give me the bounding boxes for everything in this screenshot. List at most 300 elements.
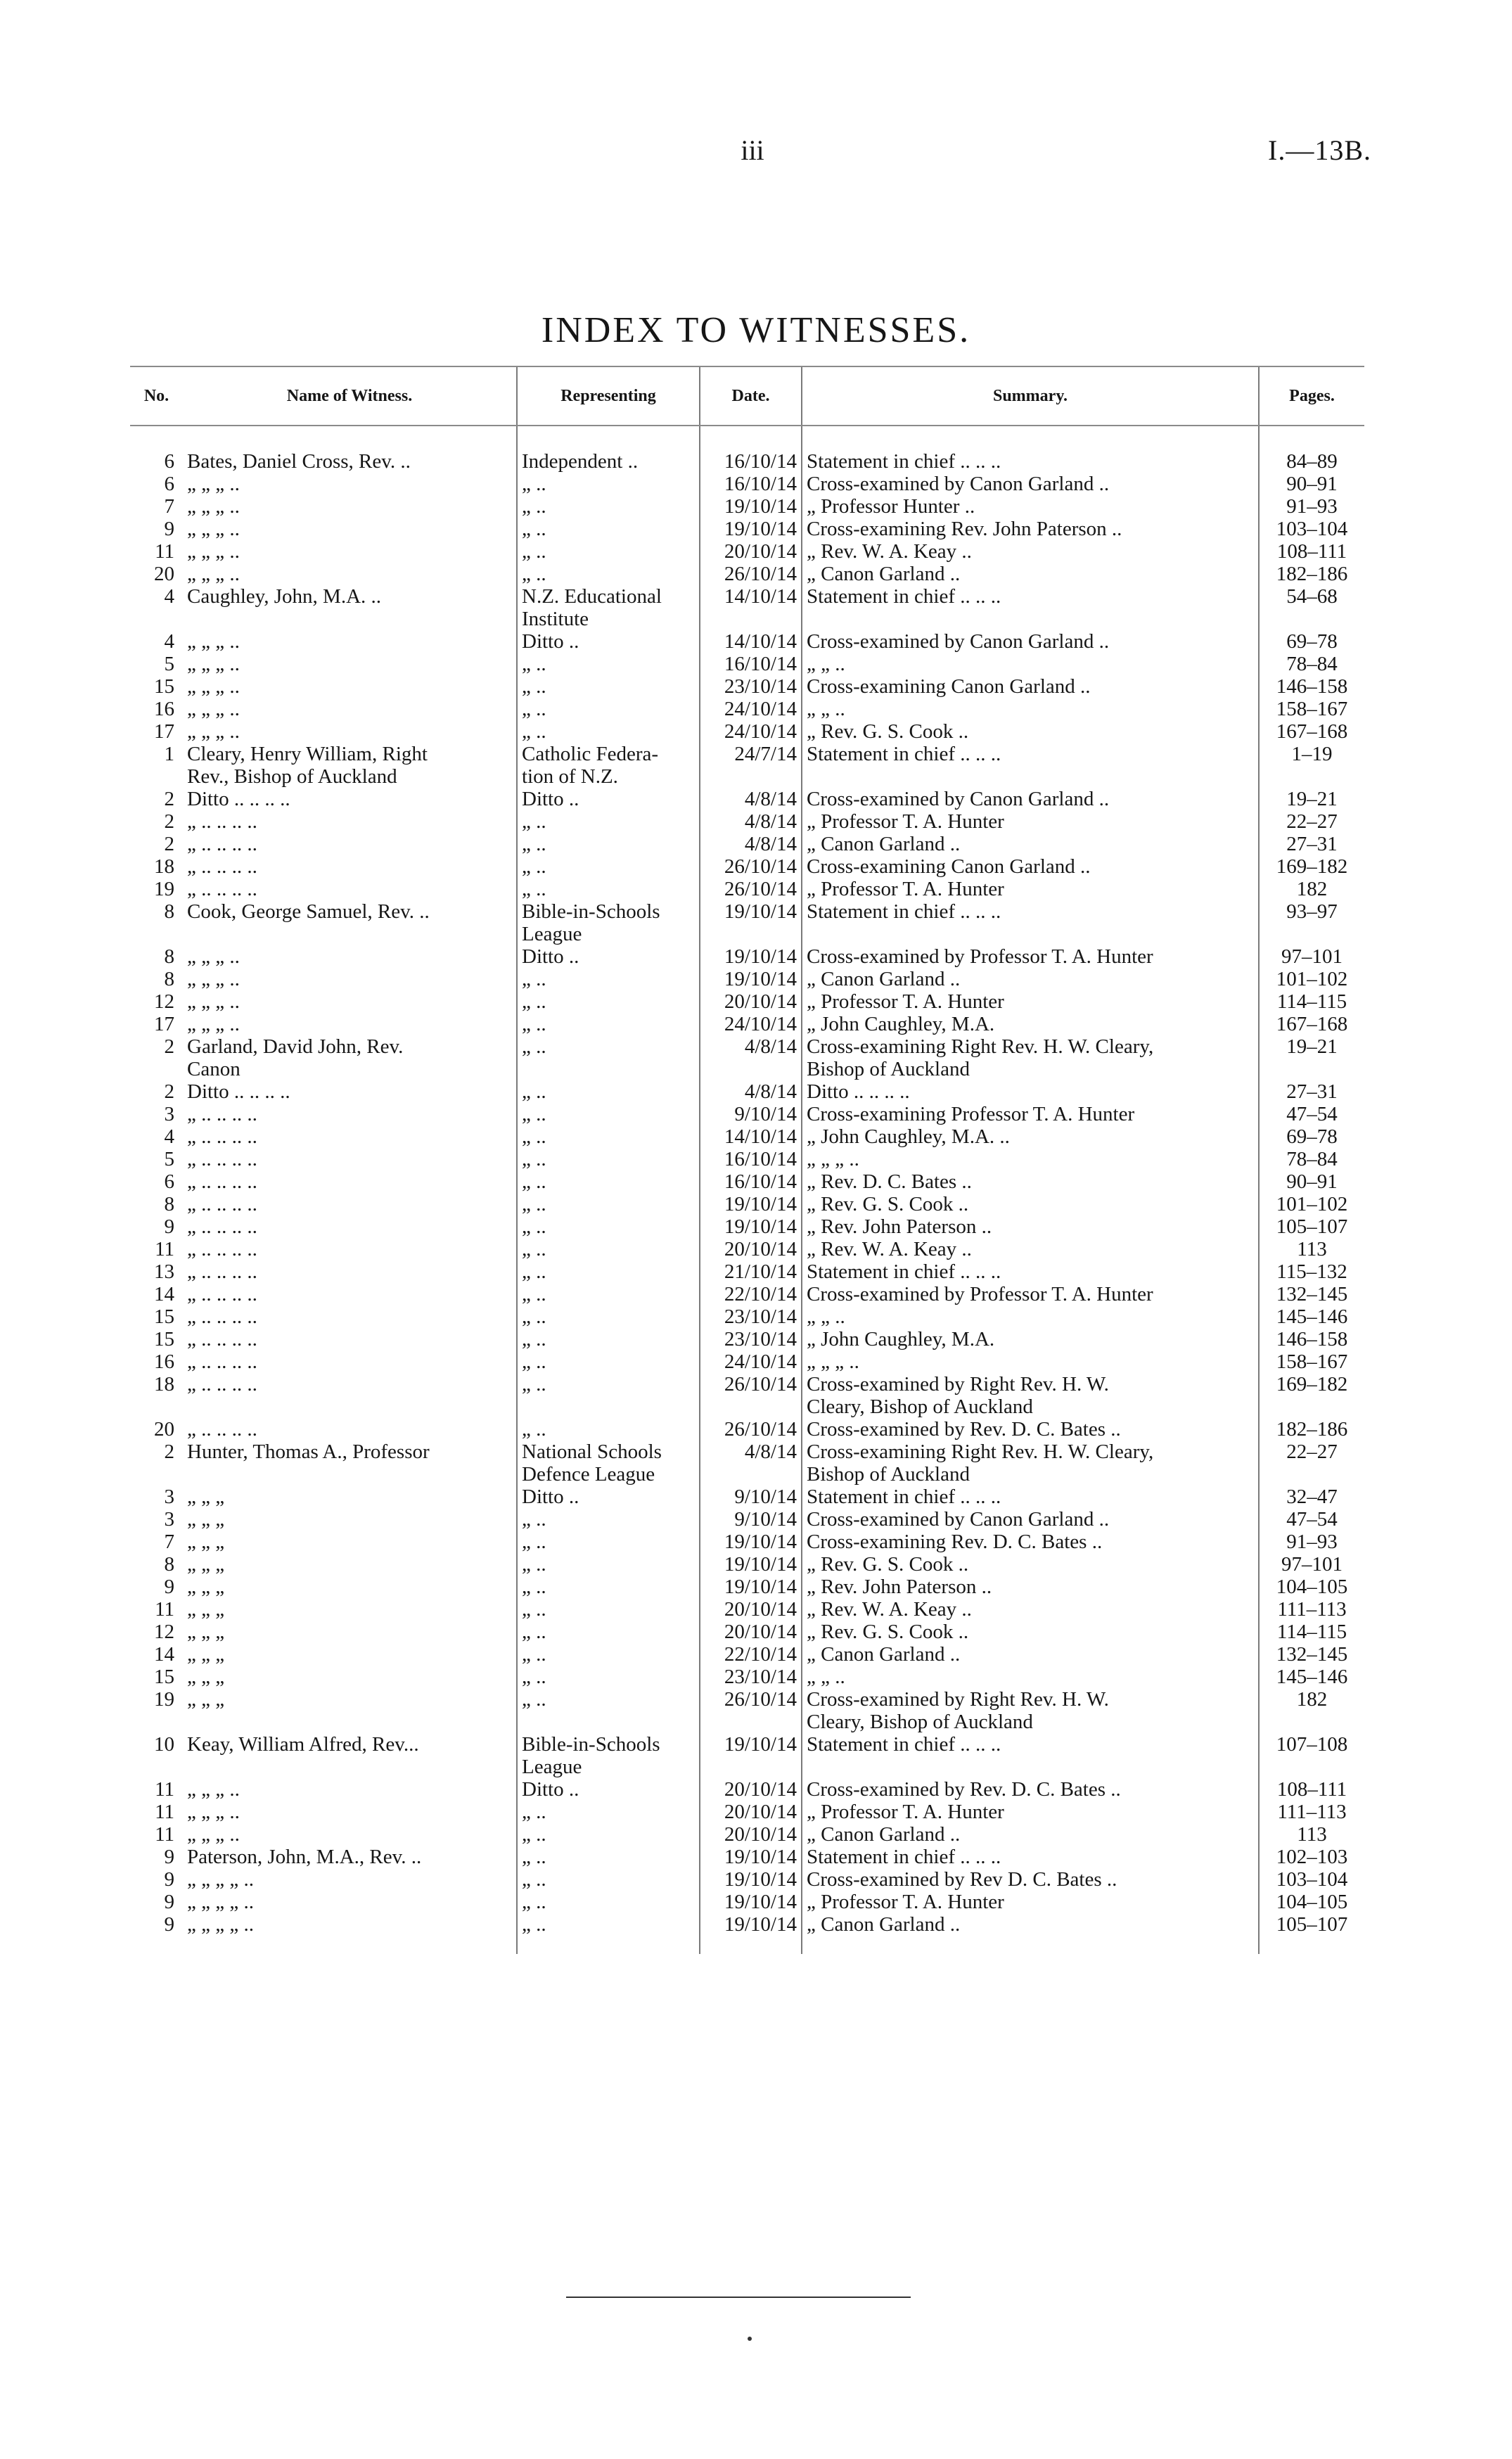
column-header-date: Date. (700, 366, 802, 426)
cell-date: 14/10/14 (700, 1125, 802, 1148)
cell-pages: 158–167 (1259, 1350, 1364, 1373)
cell-summary: „ Rev. W. A. Keay .. (802, 1598, 1259, 1621)
table-row (130, 1463, 1364, 1486)
cell-representing: „ .. (517, 675, 700, 698)
cell-no: 2 (164, 1035, 174, 1058)
cell-witness-name: „ „ „ .. (187, 1013, 240, 1035)
cell-summary: Cleary, Bishop of Auckland (802, 1395, 1259, 1418)
cell-date: 19/10/14 (700, 1846, 802, 1868)
cell-pages: 27–31 (1259, 1080, 1364, 1103)
cell-witness-name: Cleary, Henry William, Right (187, 743, 428, 765)
cell-representing: „ .. (517, 1305, 700, 1328)
cell-date: 19/10/14 (700, 1193, 802, 1215)
cell-no: 15 (154, 1328, 174, 1350)
cell-witness-name (183, 1756, 517, 1778)
cell-no: 16 (154, 1350, 174, 1373)
cell-summary: „ „ „ .. (802, 1350, 1259, 1373)
cell-no: 20 (154, 563, 174, 585)
cell-date: 24/10/14 (700, 720, 802, 743)
cell-no: 11 (155, 1238, 174, 1260)
cell-date: 22/10/14 (700, 1643, 802, 1666)
cell-representing: „ .. (517, 1666, 700, 1688)
cell-pages (1259, 1058, 1364, 1080)
cell-no: 1 (164, 743, 174, 765)
cell-representing: „ .. (517, 1621, 700, 1643)
cell-pages: 169–182 (1259, 1373, 1364, 1395)
cell-representing: „ .. (517, 1328, 700, 1350)
cell-summary: Cross-examined by Professor T. A. Hunter (802, 1283, 1259, 1305)
cell-summary: „ Professor T. A. Hunter (802, 878, 1259, 900)
cell-no: 15 (154, 1305, 174, 1328)
cell-summary: Cross-examined by Canon Garland .. (802, 788, 1259, 810)
cell-representing: „ .. (517, 1553, 700, 1576)
cell-witness-name: „ „ „ (187, 1486, 225, 1508)
cell-witness-name: Canon (187, 1058, 241, 1080)
cell-witness-name: „ .. .. .. .. (187, 1350, 257, 1373)
cell-no: 11 (155, 1801, 174, 1823)
cell-date: 20/10/14 (700, 1621, 802, 1643)
cell-date: 23/10/14 (700, 675, 802, 698)
table-row (130, 743, 1364, 765)
cell-no: 3 (164, 1486, 174, 1508)
cell-no: 3 (164, 1508, 174, 1531)
cell-summary: Ditto .. .. .. .. (802, 1080, 1259, 1103)
table-row (130, 1508, 1364, 1531)
cell-witness-name: „ „ „ (187, 1666, 225, 1688)
cell-representing: „ .. (517, 495, 700, 518)
parliamentary-paper-reference: I.—13B. (1268, 134, 1371, 166)
cell-representing: „ .. (517, 1103, 700, 1125)
cell-representing: Ditto .. (517, 945, 700, 968)
cell-no: 4 (164, 630, 174, 653)
table-row (130, 1486, 1364, 1508)
cell-pages: 1–19 (1259, 743, 1364, 765)
cell-representing: „ .. (517, 1801, 700, 1823)
cell-summary: Cross-examined by Rev. D. C. Bates .. (802, 1418, 1259, 1441)
table-row (130, 1283, 1364, 1305)
cell-pages: 90–91 (1259, 473, 1364, 495)
cell-pages: 146–158 (1259, 675, 1364, 698)
cell-witness-name: „ „ „ (187, 1621, 225, 1643)
cell-summary: Cross-examined by Canon Garland .. (802, 630, 1259, 653)
cell-summary (802, 1756, 1259, 1778)
cell-summary: „ Rev. G. S. Cook .. (802, 1621, 1259, 1643)
cell-date: 24/10/14 (700, 1350, 802, 1373)
cell-date (700, 1463, 802, 1486)
cell-date: 20/10/14 (700, 1778, 802, 1801)
cell-witness-name: „ „ „ (187, 1643, 225, 1666)
cell-no: 12 (154, 990, 174, 1013)
cell-no: 2 (164, 810, 174, 833)
cell-pages: 182 (1259, 878, 1364, 900)
cell-no: 18 (154, 855, 174, 878)
cell-representing: „ .. (517, 878, 700, 900)
cell-no: 9 (164, 1576, 174, 1598)
cell-witness-name: „ „ „ .. (187, 630, 240, 653)
cell-pages: 107–108 (1259, 1733, 1364, 1756)
cell-representing: „ .. (517, 1215, 700, 1238)
cell-pages: 167–168 (1259, 720, 1364, 743)
cell-summary: Cross-examined by Right Rev. H. W. (802, 1688, 1259, 1711)
table-row (130, 698, 1364, 720)
cell-no: 12 (154, 1621, 174, 1643)
cell-date: 4/8/14 (700, 1441, 802, 1463)
cell-witness-name (183, 1395, 517, 1418)
table-row (130, 1823, 1364, 1846)
cell-representing: „ .. (517, 1013, 700, 1035)
cell-no: 18 (154, 1373, 174, 1395)
cell-pages (1259, 923, 1364, 945)
cell-date: 23/10/14 (700, 1305, 802, 1328)
page-number: iii (741, 134, 764, 166)
cell-representing: Ditto .. (517, 1486, 700, 1508)
cell-no: 7 (164, 1531, 174, 1553)
cell-representing: Independent .. (517, 426, 700, 473)
cell-representing: Institute (517, 608, 700, 630)
cell-witness-name: „ „ „ .. (187, 698, 240, 720)
cell-pages: 78–84 (1259, 1148, 1364, 1170)
cell-witness-name: Bates, Daniel Cross, Rev. .. (187, 450, 411, 473)
cell-representing: „ .. (517, 1193, 700, 1215)
cell-summary: „ Canon Garland .. (802, 1913, 1259, 1954)
cell-summary: „ John Caughley, M.A. (802, 1013, 1259, 1035)
table-row (130, 900, 1364, 923)
cell-date: 19/10/14 (700, 518, 802, 540)
cell-witness-name: Garland, David John, Rev. (187, 1035, 404, 1058)
cell-summary: Cross-examined by Canon Garland .. (802, 473, 1259, 495)
cell-summary: Cross-examining Rev. D. C. Bates .. (802, 1531, 1259, 1553)
cell-representing: „ .. (517, 1148, 700, 1170)
cell-pages: 54–68 (1259, 585, 1364, 608)
cell-summary: Cross-examining Canon Garland .. (802, 675, 1259, 698)
cell-pages: 97–101 (1259, 945, 1364, 968)
cell-representing: N.Z. Educational (517, 585, 700, 608)
cell-summary: Bishop of Auckland (802, 1463, 1259, 1486)
cell-witness-name: „ „ „ „ .. (187, 1913, 254, 1936)
cell-pages: 101–102 (1259, 1193, 1364, 1215)
cell-no: 3 (164, 1103, 174, 1125)
cell-date (700, 1058, 802, 1080)
table-row (130, 540, 1364, 563)
cell-representing: Ditto .. (517, 630, 700, 653)
table-row (130, 1148, 1364, 1170)
table-row (130, 630, 1364, 653)
cell-witness-name: Keay, William Alfred, Rev... (187, 1733, 419, 1756)
table-row (130, 1193, 1364, 1215)
table-row (130, 653, 1364, 675)
cell-witness-name: Ditto .. .. .. .. (187, 788, 290, 810)
cell-witness-name: „ „ „ .. (187, 563, 240, 585)
cell-pages: 146–158 (1259, 1328, 1364, 1350)
cell-date: 26/10/14 (700, 563, 802, 585)
cell-witness-name: Paterson, John, M.A., Rev. .. (187, 1846, 422, 1868)
cell-witness-name: „ „ „ .. (187, 675, 240, 698)
cell-date: 24/7/14 (700, 743, 802, 765)
cell-pages (1259, 1463, 1364, 1486)
cell-no: 17 (154, 720, 174, 743)
cell-summary: Cross-examining Rev. John Paterson .. (802, 518, 1259, 540)
column-header-no: No. (130, 366, 183, 426)
cell-summary: Statement in chief .. .. .. (802, 1260, 1259, 1283)
cell-witness-name: „ .. .. .. .. (187, 1170, 257, 1193)
cell-summary: Cross-examined by Rev. D. C. Bates .. (802, 1778, 1259, 1801)
cell-pages: 22–27 (1259, 1441, 1364, 1463)
cell-representing: „ .. (517, 1823, 700, 1846)
cell-date: 26/10/14 (700, 878, 802, 900)
cell-date: 4/8/14 (700, 1035, 802, 1058)
cell-date: 19/10/14 (700, 1553, 802, 1576)
cell-no: 9 (164, 1215, 174, 1238)
table-row (130, 1035, 1364, 1058)
cell-witness-name: „ .. .. .. .. (187, 1148, 257, 1170)
cell-witness-name: „ „ „ .. (187, 990, 240, 1013)
cell-pages: 91–93 (1259, 495, 1364, 518)
cell-pages: 132–145 (1259, 1283, 1364, 1305)
witness-index-table (130, 366, 1364, 1954)
table-row (130, 1801, 1364, 1823)
table-row (130, 1395, 1364, 1418)
cell-date: 14/10/14 (700, 630, 802, 653)
table-row (130, 1215, 1364, 1238)
cell-date: 16/10/14 (700, 473, 802, 495)
table-row (130, 1598, 1364, 1621)
cell-no (130, 1711, 183, 1733)
cell-summary: „ John Caughley, M.A. .. (802, 1125, 1259, 1148)
cell-representing: „ .. (517, 518, 700, 540)
cell-date: 22/10/14 (700, 1283, 802, 1305)
cell-witness-name: „ .. .. .. .. (187, 810, 257, 833)
cell-no (130, 1463, 183, 1486)
cell-witness-name: „ .. .. .. .. (187, 833, 257, 855)
table-row (130, 810, 1364, 833)
cell-summary: Cross-examining Right Rev. H. W. Cleary, (802, 1035, 1259, 1058)
cell-no: 2 (164, 1441, 174, 1463)
cell-no: 8 (164, 968, 174, 990)
cell-summary: „ Rev. W. A. Keay .. (802, 1238, 1259, 1260)
cell-summary: „ Professor T. A. Hunter (802, 810, 1259, 833)
cell-witness-name: „ .. .. .. .. (187, 878, 257, 900)
cell-summary: Cross-examined by Right Rev. H. W. (802, 1373, 1259, 1395)
cell-witness-name: „ „ „ .. (187, 945, 240, 968)
cell-summary: „ Rev. W. A. Keay .. (802, 540, 1259, 563)
cell-pages: 103–104 (1259, 1868, 1364, 1891)
cell-witness-name: „ „ „ .. (187, 540, 240, 563)
cell-no: 11 (155, 1823, 174, 1846)
cell-no: 15 (154, 1666, 174, 1688)
cell-date: 19/10/14 (700, 968, 802, 990)
cell-witness-name: „ .. .. .. .. (187, 1373, 257, 1395)
cell-witness-name: „ „ „ .. (187, 968, 240, 990)
cell-pages: 114–115 (1259, 990, 1364, 1013)
cell-date: 19/10/14 (700, 1913, 802, 1954)
cell-witness-name: „ .. .. .. .. (187, 1215, 257, 1238)
cell-date: 4/8/14 (700, 788, 802, 810)
cell-pages: 182–186 (1259, 1418, 1364, 1441)
cell-date: 19/10/14 (700, 1733, 802, 1756)
cell-pages: 114–115 (1259, 1621, 1364, 1643)
cell-witness-name: „ „ „ (187, 1508, 225, 1531)
cell-date: 19/10/14 (700, 945, 802, 968)
cell-representing: „ .. (517, 720, 700, 743)
cell-representing: „ .. (517, 1125, 700, 1148)
cell-representing: „ .. (517, 1576, 700, 1598)
cell-witness-name: Rev., Bishop of Auckland (187, 765, 397, 788)
cell-representing: „ .. (517, 1080, 700, 1103)
cell-date: 23/10/14 (700, 1328, 802, 1350)
table-row (130, 1733, 1364, 1756)
cell-witness-name: „ „ „ (187, 1598, 225, 1621)
cell-witness-name: „ „ „ .. (187, 518, 240, 540)
table-row (130, 1080, 1364, 1103)
cell-no: 19 (154, 1688, 174, 1711)
cell-pages: 113 (1259, 1238, 1364, 1260)
cell-date: 26/10/14 (700, 1373, 802, 1395)
cell-pages: 169–182 (1259, 855, 1364, 878)
cell-no: 6 (164, 1170, 174, 1193)
table-row (130, 1643, 1364, 1666)
cell-representing: „ .. (517, 1643, 700, 1666)
cell-summary: „ Professor T. A. Hunter (802, 1801, 1259, 1823)
cell-date: 26/10/14 (700, 1688, 802, 1711)
cell-no: 14 (154, 1283, 174, 1305)
cell-representing: „ .. (517, 1913, 700, 1954)
cell-witness-name: „ „ „ „ .. (187, 1891, 254, 1913)
cell-no (130, 1058, 183, 1080)
cell-witness-name (183, 608, 517, 630)
cell-date: 24/10/14 (700, 1013, 802, 1035)
cell-summary: Statement in chief .. .. .. (802, 1733, 1259, 1756)
cell-no: 9 (164, 1913, 174, 1936)
cell-date (700, 1756, 802, 1778)
cell-summary (802, 608, 1259, 630)
table-row (130, 990, 1364, 1013)
cell-no (130, 765, 183, 788)
cell-pages: 145–146 (1259, 1305, 1364, 1328)
cell-pages: 69–78 (1259, 1125, 1364, 1148)
cell-summary: Cross-examining Professor T. A. Hunter (802, 1103, 1259, 1125)
cell-witness-name: „ „ „ „ .. (187, 1868, 254, 1891)
cell-no: 5 (164, 1148, 174, 1170)
table-row (130, 1103, 1364, 1125)
table-row (130, 833, 1364, 855)
table-row (130, 1666, 1364, 1688)
table-row (130, 1913, 1364, 1954)
cell-date: 19/10/14 (700, 900, 802, 923)
cell-date (700, 923, 802, 945)
cell-pages (1259, 608, 1364, 630)
cell-summary: „ Canon Garland .. (802, 1643, 1259, 1666)
cell-representing: „ .. (517, 1598, 700, 1621)
cell-representing: „ .. (517, 1688, 700, 1711)
cell-summary: Cross-examined by Professor T. A. Hunter (802, 945, 1259, 968)
cell-summary: Cross-examined by Rev D. C. Bates .. (802, 1868, 1259, 1891)
cell-summary: „ Professor T. A. Hunter (802, 990, 1259, 1013)
cell-summary: „ Rev. G. S. Cook .. (802, 1553, 1259, 1576)
cell-representing: „ .. (517, 1418, 700, 1441)
cell-representing: Ditto .. (517, 1778, 700, 1801)
cell-summary: „ Professor Hunter .. (802, 495, 1259, 518)
cell-no: 8 (164, 1553, 174, 1576)
cell-date: 19/10/14 (700, 1531, 802, 1553)
cell-pages: 182 (1259, 1688, 1364, 1711)
cell-witness-name: „ „ „ .. (187, 653, 240, 675)
cell-summary: „ Rev. G. S. Cook .. (802, 720, 1259, 743)
table-row (130, 675, 1364, 698)
cell-date: 19/10/14 (700, 1215, 802, 1238)
cell-witness-name: „ „ „ .. (187, 495, 240, 518)
cell-date: 4/8/14 (700, 833, 802, 855)
table-row (130, 1846, 1364, 1868)
cell-pages: 108–111 (1259, 1778, 1364, 1801)
cell-date: 26/10/14 (700, 1418, 802, 1441)
cell-no: 10 (154, 1733, 174, 1756)
cell-no: 8 (164, 945, 174, 968)
cell-no: 11 (155, 1598, 174, 1621)
cell-witness-name: „ .. .. .. .. (187, 855, 257, 878)
column-header-representing: Representing (517, 366, 700, 426)
cell-no (130, 608, 183, 630)
table-row (130, 1305, 1364, 1328)
cell-date: 20/10/14 (700, 1238, 802, 1260)
table-row (130, 1621, 1364, 1643)
cell-pages: 47–54 (1259, 1103, 1364, 1125)
cell-pages: 84–89 (1259, 426, 1364, 473)
cell-witness-name: „ .. .. .. .. (187, 1283, 257, 1305)
table-row (130, 1170, 1364, 1193)
cell-no: 11 (155, 1778, 174, 1801)
cell-witness-name: Caughley, John, M.A. .. (187, 585, 382, 608)
cell-date: 19/10/14 (700, 1868, 802, 1891)
cell-summary: „ John Caughley, M.A. (802, 1328, 1259, 1350)
cell-summary: Statement in chief .. .. .. (802, 585, 1259, 608)
cell-representing: „ .. (517, 810, 700, 833)
cell-summary: Statement in chief .. .. .. (802, 1846, 1259, 1868)
cell-no: 6 (164, 473, 174, 495)
cell-witness-name: „ .. .. .. .. (187, 1328, 257, 1350)
cell-no (130, 1395, 183, 1418)
cell-representing: „ .. (517, 833, 700, 855)
table-row (130, 1260, 1364, 1283)
cell-summary: Bishop of Auckland (802, 1058, 1259, 1080)
cell-witness-name: „ „ „ .. (187, 473, 240, 495)
cell-representing (517, 1058, 700, 1080)
column-header-pages: Pages. (1259, 366, 1364, 426)
cell-no: 7 (164, 495, 174, 518)
cell-summary: „ Canon Garland .. (802, 833, 1259, 855)
table-row (130, 1553, 1364, 1576)
table-row (130, 1373, 1364, 1395)
cell-representing: „ .. (517, 1531, 700, 1553)
cell-date: 20/10/14 (700, 1598, 802, 1621)
cell-pages: 108–111 (1259, 540, 1364, 563)
cell-no: 15 (154, 675, 174, 698)
table-row (130, 923, 1364, 945)
cell-representing: „ .. (517, 1508, 700, 1531)
cell-date: 23/10/14 (700, 1666, 802, 1688)
cell-witness-name: „ .. .. .. .. (187, 1418, 257, 1441)
cell-summary: Cross-examining Canon Garland .. (802, 855, 1259, 878)
cell-representing: „ .. (517, 563, 700, 585)
cell-summary: „ „ „ .. (802, 1148, 1259, 1170)
cell-date: 20/10/14 (700, 1801, 802, 1823)
cell-date: 16/10/14 (700, 653, 802, 675)
cell-representing: Bible-in-Schools (517, 900, 700, 923)
cell-pages: 104–105 (1259, 1576, 1364, 1598)
cell-pages (1259, 1395, 1364, 1418)
cell-representing: „ .. (517, 473, 700, 495)
cell-pages: 182–186 (1259, 563, 1364, 585)
cell-witness-name: Cook, George Samuel, Rev. .. (187, 900, 430, 923)
